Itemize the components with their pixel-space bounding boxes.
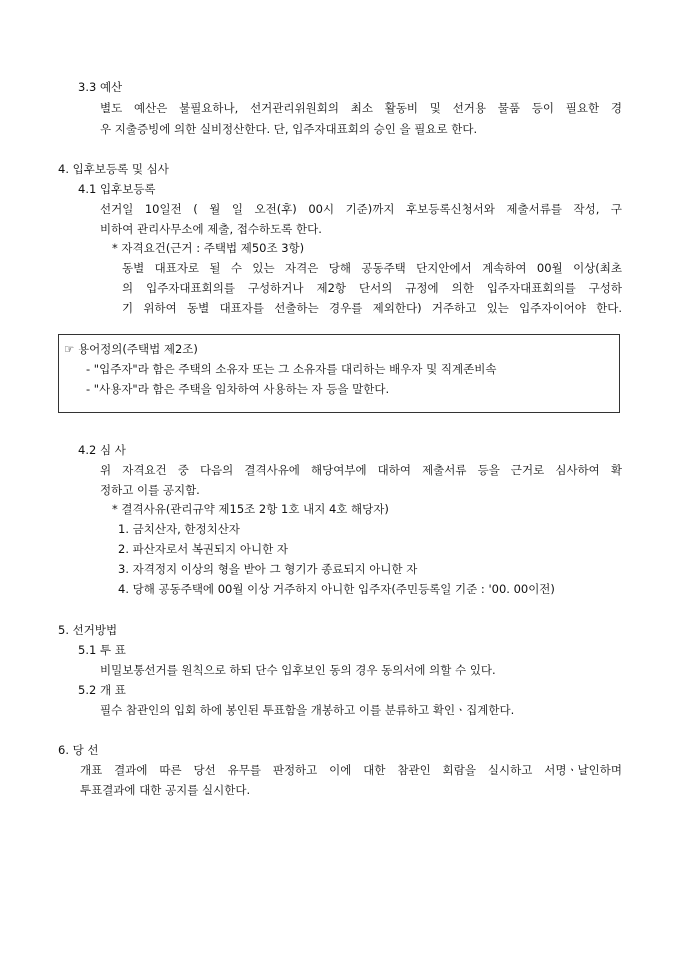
section-5-heading: 5. 선거방법 [58,623,118,637]
definition-box-title: ☞ 용어정의(주택법 제2조) [64,342,198,356]
section-6-text-line1: 개표 결과에 따른 당선 유무를 판정하고 이에 대한 참관인 회람을 실시하고 서명ㆍ날인하며 [80,763,622,777]
section-4-2-text-line2: 정하고 이를 공지함. [100,483,200,497]
qualification-line2: 의 입주자대표회의를 구성하거나 제2항 단서의 규정에 의한 입주자대표회의를 구성하 [122,281,622,295]
section-4-2-text-line1: 위 자격요건 중 다음의 결격사유에 해당여부에 대하여 제출서류 등을 근거로 심사하여 확 [100,463,622,477]
section-4-1-text-line1: 선거일 10일전 ( 월 일 오전(후) 00시 기준)까지 후보등록신청서와 제출서류를 작성, 구 [100,202,622,216]
section-4-1-text-line2: 비하여 관리사무소에 제출, 접수하도록 한다. [100,222,322,236]
disqualification-item: 1. 금치산자, 한정치산자 [118,522,240,536]
section-6-heading: 6. 당 선 [58,743,99,757]
section-5-1-text: 비밀보통선거를 원칙으로 하되 단수 입후보인 동의 경우 동의서에 의할 수 있다. [100,663,496,677]
section-4-2-heading: 4.2 심 사 [78,443,126,457]
section-5-2-text: 필수 참관인의 입회 하에 봉인된 투표함을 개봉하고 이를 분류하고 확인ㆍ집계한다. [100,703,515,717]
disqualification-heading: * 결격사유(관리규약 제15조 2항 1호 내지 4호 해당자) [112,502,389,516]
section-3-3-text-line1: 별도 예산은 불필요하나, 선거관리위원회의 최소 활동비 및 선거용 물품 등이 필요한 경 [100,101,622,115]
disqualification-item: 4. 당해 공동주택에 00월 이상 거주하지 아니한 입주자(주민등록일 기준 : '00. 00이전) [118,582,555,596]
section-4-heading: 4. 입후보등록 및 심사 [58,162,169,176]
section-4-1-heading: 4.1 입후보등록 [78,182,156,196]
section-6-text-line2: 투표결과에 대한 공지를 실시한다. [80,783,251,797]
section-3-3-heading: 3.3 예산 [78,80,123,94]
definition-item-user: - "사용자"라 함은 주택을 임차하여 사용하는 자 등을 말한다. [86,382,390,396]
qualification-line1: 동별 대표자로 될 수 있는 자격은 당해 공동주택 단지안에서 계속하여 00월 이상(최초 [122,261,622,275]
qualification-line3: 기 위하여 동별 대표자를 선출하는 경우를 제외한다) 거주하고 있는 입주자이어야 한다. [122,301,622,315]
disqualification-item: 2. 파산자로서 복권되지 아니한 자 [118,542,289,556]
section-5-1-heading: 5.1 투 표 [78,643,126,657]
definition-item-resident: - "입주자"라 함은 주택의 소유자 또는 그 소유자를 대리하는 배우자 및 직계존비속 [86,362,497,376]
section-3-3-text-line2: 우 지출증빙에 의한 실비정산한다. 단, 입주자대표회의 승인 을 필요로 한다. [100,122,478,136]
disqualification-item: 3. 자격정지 이상의 형을 받아 그 형기가 종료되지 아니한 자 [118,562,418,576]
section-5-2-heading: 5.2 개 표 [78,683,126,697]
qualification-heading: * 자격요건(근거 : 주택법 제50조 3항) [112,241,305,255]
